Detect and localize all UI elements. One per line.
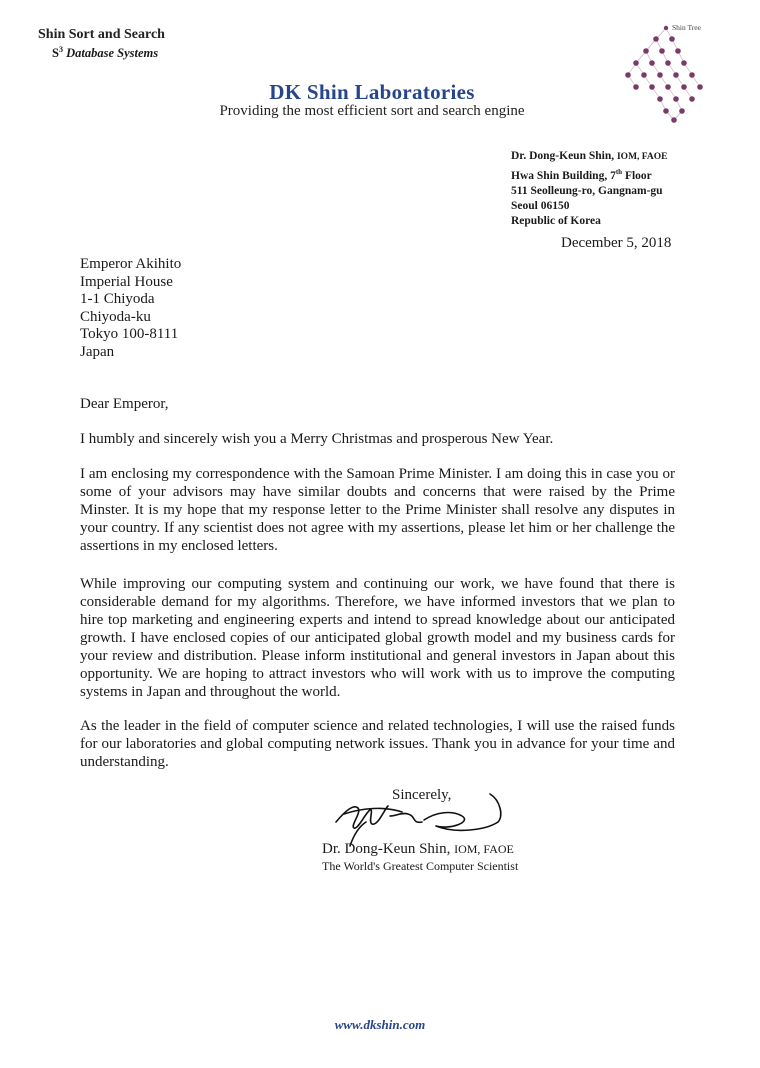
signer-title: The World's Greatest Computer Scientist bbox=[322, 859, 519, 873]
sender-building bbox=[511, 165, 667, 184]
brand-sub-rest: Database Systems bbox=[66, 46, 159, 61]
body-paragraph: I humbly and sincerely wish you a Merry Christmas and prosperous New Year. bbox=[80, 431, 554, 447]
recipient-line: Emperor Akihito bbox=[80, 256, 182, 272]
sender-honors: IOM, FAOE bbox=[616, 152, 668, 162]
signer-honors: IOM, FAOE bbox=[454, 842, 514, 856]
body-paragraph: I am enclosing my correspondence with the Samoan Prime Minister. I am doing this in case you or some of your advisors may have similar doubts and concerns that were raised by the Prime Minster. It is my hope that my response letter to the Prime Minister shall resolve any disputes in your country. If any scientist does not agree with my assertions, please let him or her challenge the assertions in my enclosed letters. bbox=[80, 466, 675, 554]
sender-country: Republic of Korea bbox=[511, 214, 601, 227]
letter-date: December 5, 2018 bbox=[561, 235, 672, 251]
sender-address bbox=[511, 149, 667, 229]
sender-name-line bbox=[511, 149, 667, 165]
footer-website: www.dkshin.com bbox=[334, 1017, 426, 1032]
signer-name-line bbox=[322, 841, 514, 858]
recipient-line: Imperial House bbox=[80, 273, 173, 290]
sender-building-pre: Hwa Shin Building, 7 bbox=[511, 169, 616, 182]
logo-label: Shin Tree bbox=[672, 23, 701, 32]
sender-building-sup: th bbox=[615, 168, 623, 176]
brand-subtitle bbox=[52, 42, 165, 61]
brand-block bbox=[38, 27, 165, 61]
brand-name: Shin Sort and Search bbox=[38, 27, 165, 42]
brand-sub-superscript: 3 bbox=[58, 45, 63, 54]
salutation: Dear Emperor, bbox=[80, 396, 169, 412]
sender-street: 511 Seolleung-ro, Gangnam-gu bbox=[511, 184, 663, 197]
recipient-line: Tokyo 100-8111 bbox=[80, 326, 179, 343]
signer-name: Dr. Dong-Keun Shin, bbox=[322, 841, 451, 857]
sender-building-post: Floor bbox=[622, 169, 652, 182]
valediction: Sincerely, bbox=[392, 787, 452, 803]
brand-sub-prefix: S bbox=[52, 46, 59, 61]
recipient-address bbox=[80, 256, 181, 362]
recipient-line: Chiyoda-ku bbox=[80, 308, 151, 325]
sender-city: Seoul 06150 bbox=[511, 199, 570, 212]
lab-title: DK Shin Laboratories bbox=[269, 80, 475, 104]
body-paragraph: As the leader in the field of computer science and related technologies, I will use the raised funds for our laboratories and global computing network issues. Thank you in advance for your time and understanding. bbox=[80, 718, 675, 770]
sender-name: Dr. Dong-Keun Shin, bbox=[511, 150, 615, 162]
recipient-line: 1-1 Chiyoda bbox=[80, 291, 155, 308]
lab-tagline: Providing the most efficient sort and search engine bbox=[219, 103, 525, 119]
recipient-line: Japan bbox=[80, 343, 115, 360]
body-paragraph: While improving our computing system and continuing our work, we have found that there is considerable demand for my algorithms. Therefore, we have informed investors that we plan to hire top marketing and engineering experts and intend to spread knowledge about our anticipated growth. I have enclosed copies of our anticipated global growth model and my business cards for your review and distribution. Please inform institutional and general investors in Japan about this opportunity. We are hoping to attract investors who will work with us to improve the computing systems in Japan and throughout the world. bbox=[80, 576, 675, 700]
